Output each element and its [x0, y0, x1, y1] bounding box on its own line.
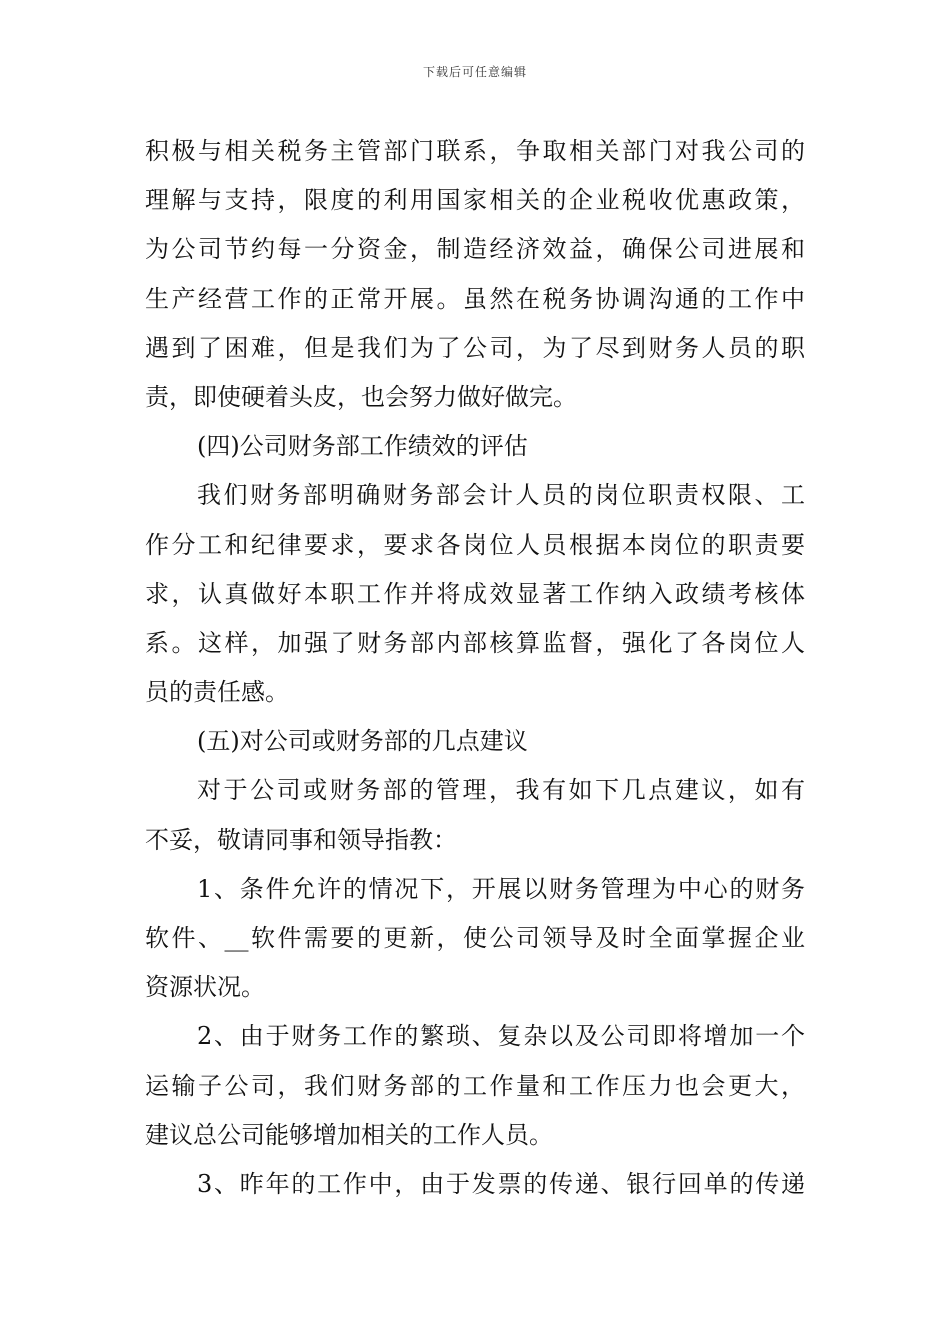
text-line: 遇到了困难，但是我们为了公司，为了尽到财务人员的职: [145, 333, 805, 362]
text-line: 我们财务部明确财务部会计人员的岗位职责权限、工: [197, 481, 805, 510]
text-line: 责，即使硬着头皮，也会努力做好做完。: [145, 382, 577, 411]
text-line: 软件、__软件需要的更新，使公司领导及时全面掌握企业: [145, 924, 805, 952]
text-line: 为公司节约每一分资金，制造经济效益，确保公司进展和: [145, 235, 805, 264]
text-line: 运输子公司，我们财务部的工作量和工作压力也会更大，: [145, 1071, 805, 1100]
text-line: 作分工和纪律要求，要求各岗位人员根据本岗位的职责要: [145, 530, 805, 559]
text-line: 对于公司或财务部的管理，我有如下几点建议，如有: [197, 776, 805, 805]
text-line: 积极与相关税务主管部门联系，争取相关部门对我公司的: [145, 137, 805, 165]
text-line: 3、昨年的工作中，由于发票的传递、银行回单的传递: [197, 1169, 805, 1198]
text-line: 系。这样，加强了财务部内部核算监督，强化了各岗位人: [145, 628, 805, 657]
text-line: 不妥，敬请同事和领导指教：: [145, 825, 457, 854]
text-line: 建议总公司能够增加相关的工作人员。: [145, 1120, 553, 1149]
text-line: 生产经营工作的正常开展。虽然在税务协调沟通的工作中: [145, 284, 805, 313]
text-line: 求，认真做好本职工作并将成效显著工作纳入政绩考核体: [145, 579, 805, 608]
text-line: 资源状况。: [145, 973, 265, 1002]
page-header: 下载后可任意编辑: [422, 65, 527, 79]
text-line: 员的责任感。: [145, 678, 289, 707]
text-line: (五)对公司或财务部的几点建议: [197, 727, 528, 756]
text-line: 理解与支持，限度的利用国家相关的企业税收优惠政策，: [145, 186, 805, 215]
document-body: [145, 127, 805, 1209]
text-line: 1、条件允许的情况下，开展以财务管理为中心的财务: [197, 874, 805, 903]
text-line: 2、由于财务工作的繁琐、复杂以及公司即将增加一个: [197, 1022, 805, 1051]
text-line: (四)公司财务部工作绩效的评估: [197, 432, 528, 461]
